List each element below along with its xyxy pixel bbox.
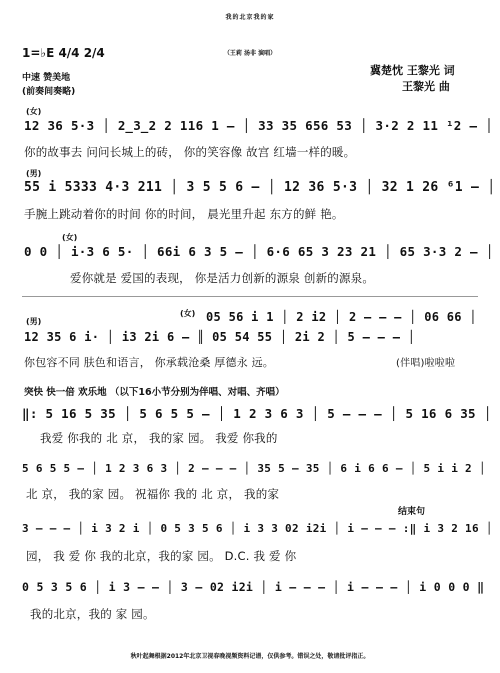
coda-label: 结束句: [398, 507, 426, 517]
voice-tag: (男): [26, 317, 42, 326]
notation-line: 55 i 5333 4·3 211 │ 3 5 5 6 – │ 12 36 5·3 │ 32 1 26 ⁶1 – │: [24, 180, 496, 195]
page-title: 我的北京我的家: [225, 14, 275, 21]
notation-line: 0 5 3 5 6 │ i 3 – – │ 3 – 02 i2i │ i – – – │ i – – – │ i 0 0 0 ‖: [22, 580, 485, 594]
key-signature: 1=♭E 4/4 2/4: [22, 46, 105, 60]
lyric-line: 手腕上跳动着你的时间 你的时间， 晨光里升起 东方的鲜 艳。: [24, 207, 344, 221]
lyric-line: 爱你就是 爱国的表现， 你是活力创新的源泉 创新的源泉。: [70, 271, 375, 285]
notation-line: ‖: 5 16 5 35 │ 5 6 5 5 – │ 1 2 3 6 3 │ 5 – – – │ 5 16 6 35 │: [22, 406, 492, 421]
voice-tag: (男): [26, 169, 42, 178]
notation-line: 12 35 6 i· │ i3 2i 6 – ║ 05 54 55 │ 2i 2 │ 5 – – – │: [24, 330, 416, 344]
voice-tag: (女): [62, 233, 78, 242]
lyric-line: 你的故事去 问问长城上的砖， 你的笑容像 故宫 红墙一样的暖。: [24, 145, 356, 159]
divider: [22, 296, 478, 297]
voice-tag: (女): [180, 309, 196, 318]
composer: 王黎光 曲: [402, 80, 450, 93]
lyric-line: 园， 我 爱 你 我的北京，我的家 园。 D.C. 我 爱 你: [26, 549, 297, 563]
intro-note: (前奏间奏略): [22, 87, 76, 97]
notation-line: 05 56 i 1 │ 2 i2 │ 2 – – – │ 06 66 │: [206, 310, 477, 324]
notation-line: 12 36 5·3 │ 2̲3̲2 2 116 1 – │ 33 35 656 53 │ 3·2 2 11 ¹2 – │: [24, 118, 493, 133]
lyric-line: 我爱 你我的 北 京， 我的家 园。 我爱 你我的: [40, 431, 278, 445]
subtitle: （王莉 汤非 演唱）: [223, 50, 277, 57]
notation-line: 5 6 5 5 – │ 1 2 3 6 3 │ 2 – – – │ 35 5 – 35 │ 6 i 6 6 – │ 5 i i 2 │: [22, 462, 486, 475]
lyricist: 冀楚忱 王黎光 词: [370, 64, 455, 77]
voice-tag: (女): [26, 107, 42, 116]
footnote: 秋叶起舞根据2012年北京卫视春晚视频资料记谱，仅供参考。错误之处，敬请批评指正。: [130, 653, 370, 660]
lyric-line: (伴唱)啦啦啦: [396, 358, 456, 369]
section-marking: 突快 快一倍 欢乐地 （以下16小节分别为伴唱、对唱、齐唱）: [24, 387, 285, 398]
notation-line: 0 0 │ i·3 6 5· │ 66i 6 3 5 – │ 6·6 65 3 23 21 │ 65 3·3 2 – │: [24, 244, 494, 259]
lyric-line: 我的北京，我的 家 园。: [30, 607, 155, 621]
tempo-marking: 中速 赞美地: [22, 73, 71, 83]
lyric-line: 你包容不同 肤色和语言， 你承载沧桑 厚德永 远。: [24, 356, 274, 369]
lyric-line: 北 京， 我的家 园。 祝福你 我的 北 京， 我的家: [26, 487, 280, 501]
notation-line: 3 – – – │ i 3 2 i │ 0 5 3 5 6 │ i 3 3 02 i2i │ i – – – :‖ i 3 2 16 │: [22, 522, 493, 535]
